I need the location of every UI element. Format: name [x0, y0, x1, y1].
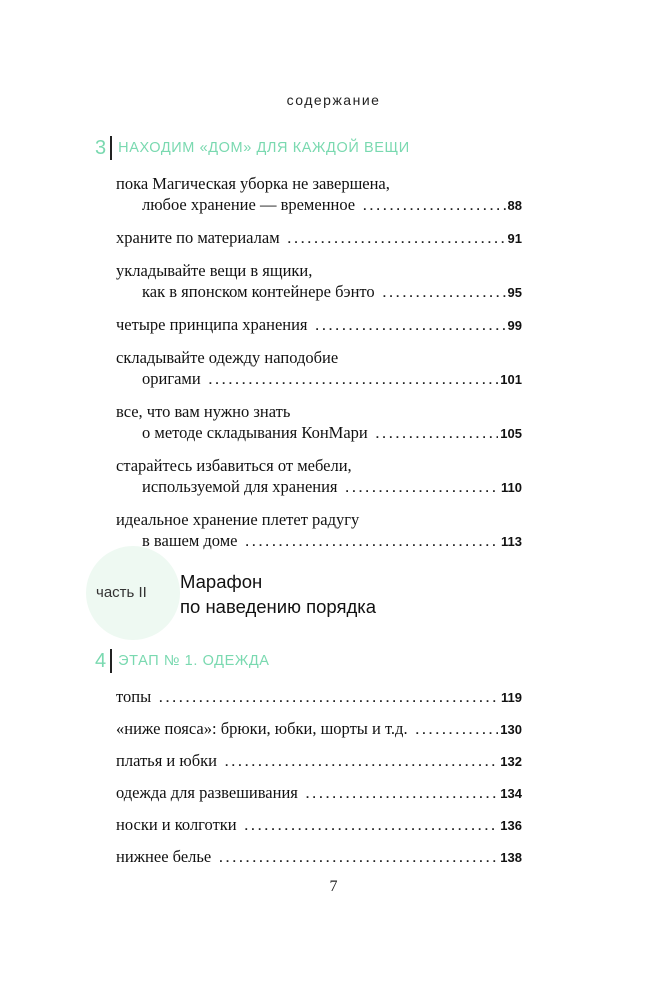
toc-entry[interactable]	[116, 455, 522, 499]
page-number: 113	[501, 534, 522, 549]
toc-entry[interactable]	[116, 782, 522, 805]
page-number: 132	[500, 754, 522, 769]
toc-entry[interactable]	[116, 173, 522, 217]
toc-entry[interactable]	[116, 686, 522, 709]
toc-entry-title-cont: как в японском контейнере бэнто	[142, 282, 375, 301]
page-number: 99	[507, 318, 522, 333]
dot-leader	[306, 784, 498, 805]
toc-entry-title: укладывайте вещи в ящики,	[116, 261, 313, 280]
dot-leader	[416, 720, 499, 741]
dot-leader	[209, 370, 499, 391]
toc-entry[interactable]	[116, 347, 522, 391]
page-number: 134	[500, 786, 522, 801]
toc-entry-title: платья и юбки	[116, 751, 217, 770]
page-number: 130	[500, 722, 522, 737]
part-title-line-2: по наведению порядка	[180, 596, 377, 617]
toc-entry[interactable]	[116, 750, 522, 773]
dot-leader	[159, 688, 499, 709]
toc-entry-title: все, что вам нужно знать	[116, 402, 291, 421]
toc-entry-title: складывайте одежду наподобие	[116, 348, 339, 367]
chapter-4-toc	[116, 686, 522, 869]
dot-leader	[363, 196, 505, 217]
toc-entry[interactable]	[116, 260, 522, 304]
dot-leader	[225, 752, 498, 773]
toc-entry-title: носки и колготки	[116, 815, 237, 834]
page-number: 101	[500, 372, 522, 387]
toc-entry-title: старайтесь избавиться от мебели,	[116, 456, 352, 475]
dot-leader	[383, 283, 506, 304]
page-number: 136	[500, 818, 522, 833]
page-number: 119	[501, 690, 522, 705]
toc-entry-title-cont: любое хранение — временное	[142, 195, 356, 214]
toc-entry-title: четыре принципа хранения	[116, 315, 308, 334]
toc-entry-title: идеальное хранение плетет радугу	[116, 510, 360, 529]
toc-entry[interactable]	[116, 718, 522, 741]
page-folio: 7	[329, 878, 338, 895]
chapter-number: 4	[95, 650, 107, 672]
chapter-number: 3	[95, 137, 107, 159]
dot-leader	[346, 478, 499, 499]
part-title	[180, 569, 376, 619]
running-head: содержание	[286, 92, 381, 108]
toc-entry[interactable]	[116, 401, 522, 445]
dot-leader	[316, 316, 506, 337]
toc-entry-title-cont: оригами	[142, 369, 201, 388]
toc-entry-title: «ниже пояса»: брюки, юбки, шорты и т.д.	[116, 719, 408, 738]
chapter-divider	[110, 136, 112, 160]
toc-entry-title: топы	[116, 687, 152, 706]
page-number: 110	[501, 480, 522, 495]
toc-entry-title: пока Магическая уборка не завершена,	[116, 174, 390, 193]
chapter-divider	[110, 649, 112, 673]
page-number: 88	[507, 198, 522, 213]
page-number: 95	[507, 285, 522, 300]
toc-entry[interactable]	[116, 814, 522, 837]
toc-entry[interactable]	[116, 314, 522, 337]
toc-entry[interactable]	[116, 227, 522, 250]
page-number: 138	[500, 850, 522, 865]
toc-entry-title: нижнее белье	[116, 847, 212, 866]
part-title-line-1: Марафон	[180, 571, 263, 592]
page-number: 91	[507, 231, 522, 246]
dot-leader	[245, 816, 499, 837]
page-number: 105	[500, 426, 522, 441]
toc-entry[interactable]	[116, 846, 522, 869]
toc-entry-title-cont: о методе складывания КонМари	[142, 423, 368, 442]
toc-entry-title: храните по материалам	[116, 228, 280, 247]
chapter-title: НАХОДИМ «ДОМ» ДЛЯ КАЖДОЙ ВЕЩИ	[118, 140, 410, 156]
chapter-title: ЭТАП № 1. ОДЕЖДА	[118, 653, 270, 669]
dot-leader	[288, 229, 506, 250]
chapter-4-heading	[95, 649, 270, 673]
part-heading	[86, 546, 506, 636]
chapter-3-toc	[116, 173, 522, 553]
toc-entry-title-cont: в вашем доме	[142, 531, 238, 550]
chapter-3-heading	[95, 136, 410, 160]
toc-entry-title: одежда для развешивания	[116, 783, 298, 802]
dot-leader	[376, 424, 499, 445]
toc-entry-title-cont: используемой для хранения	[142, 477, 338, 496]
part-label: часть II	[96, 584, 147, 601]
dot-leader	[219, 848, 498, 869]
